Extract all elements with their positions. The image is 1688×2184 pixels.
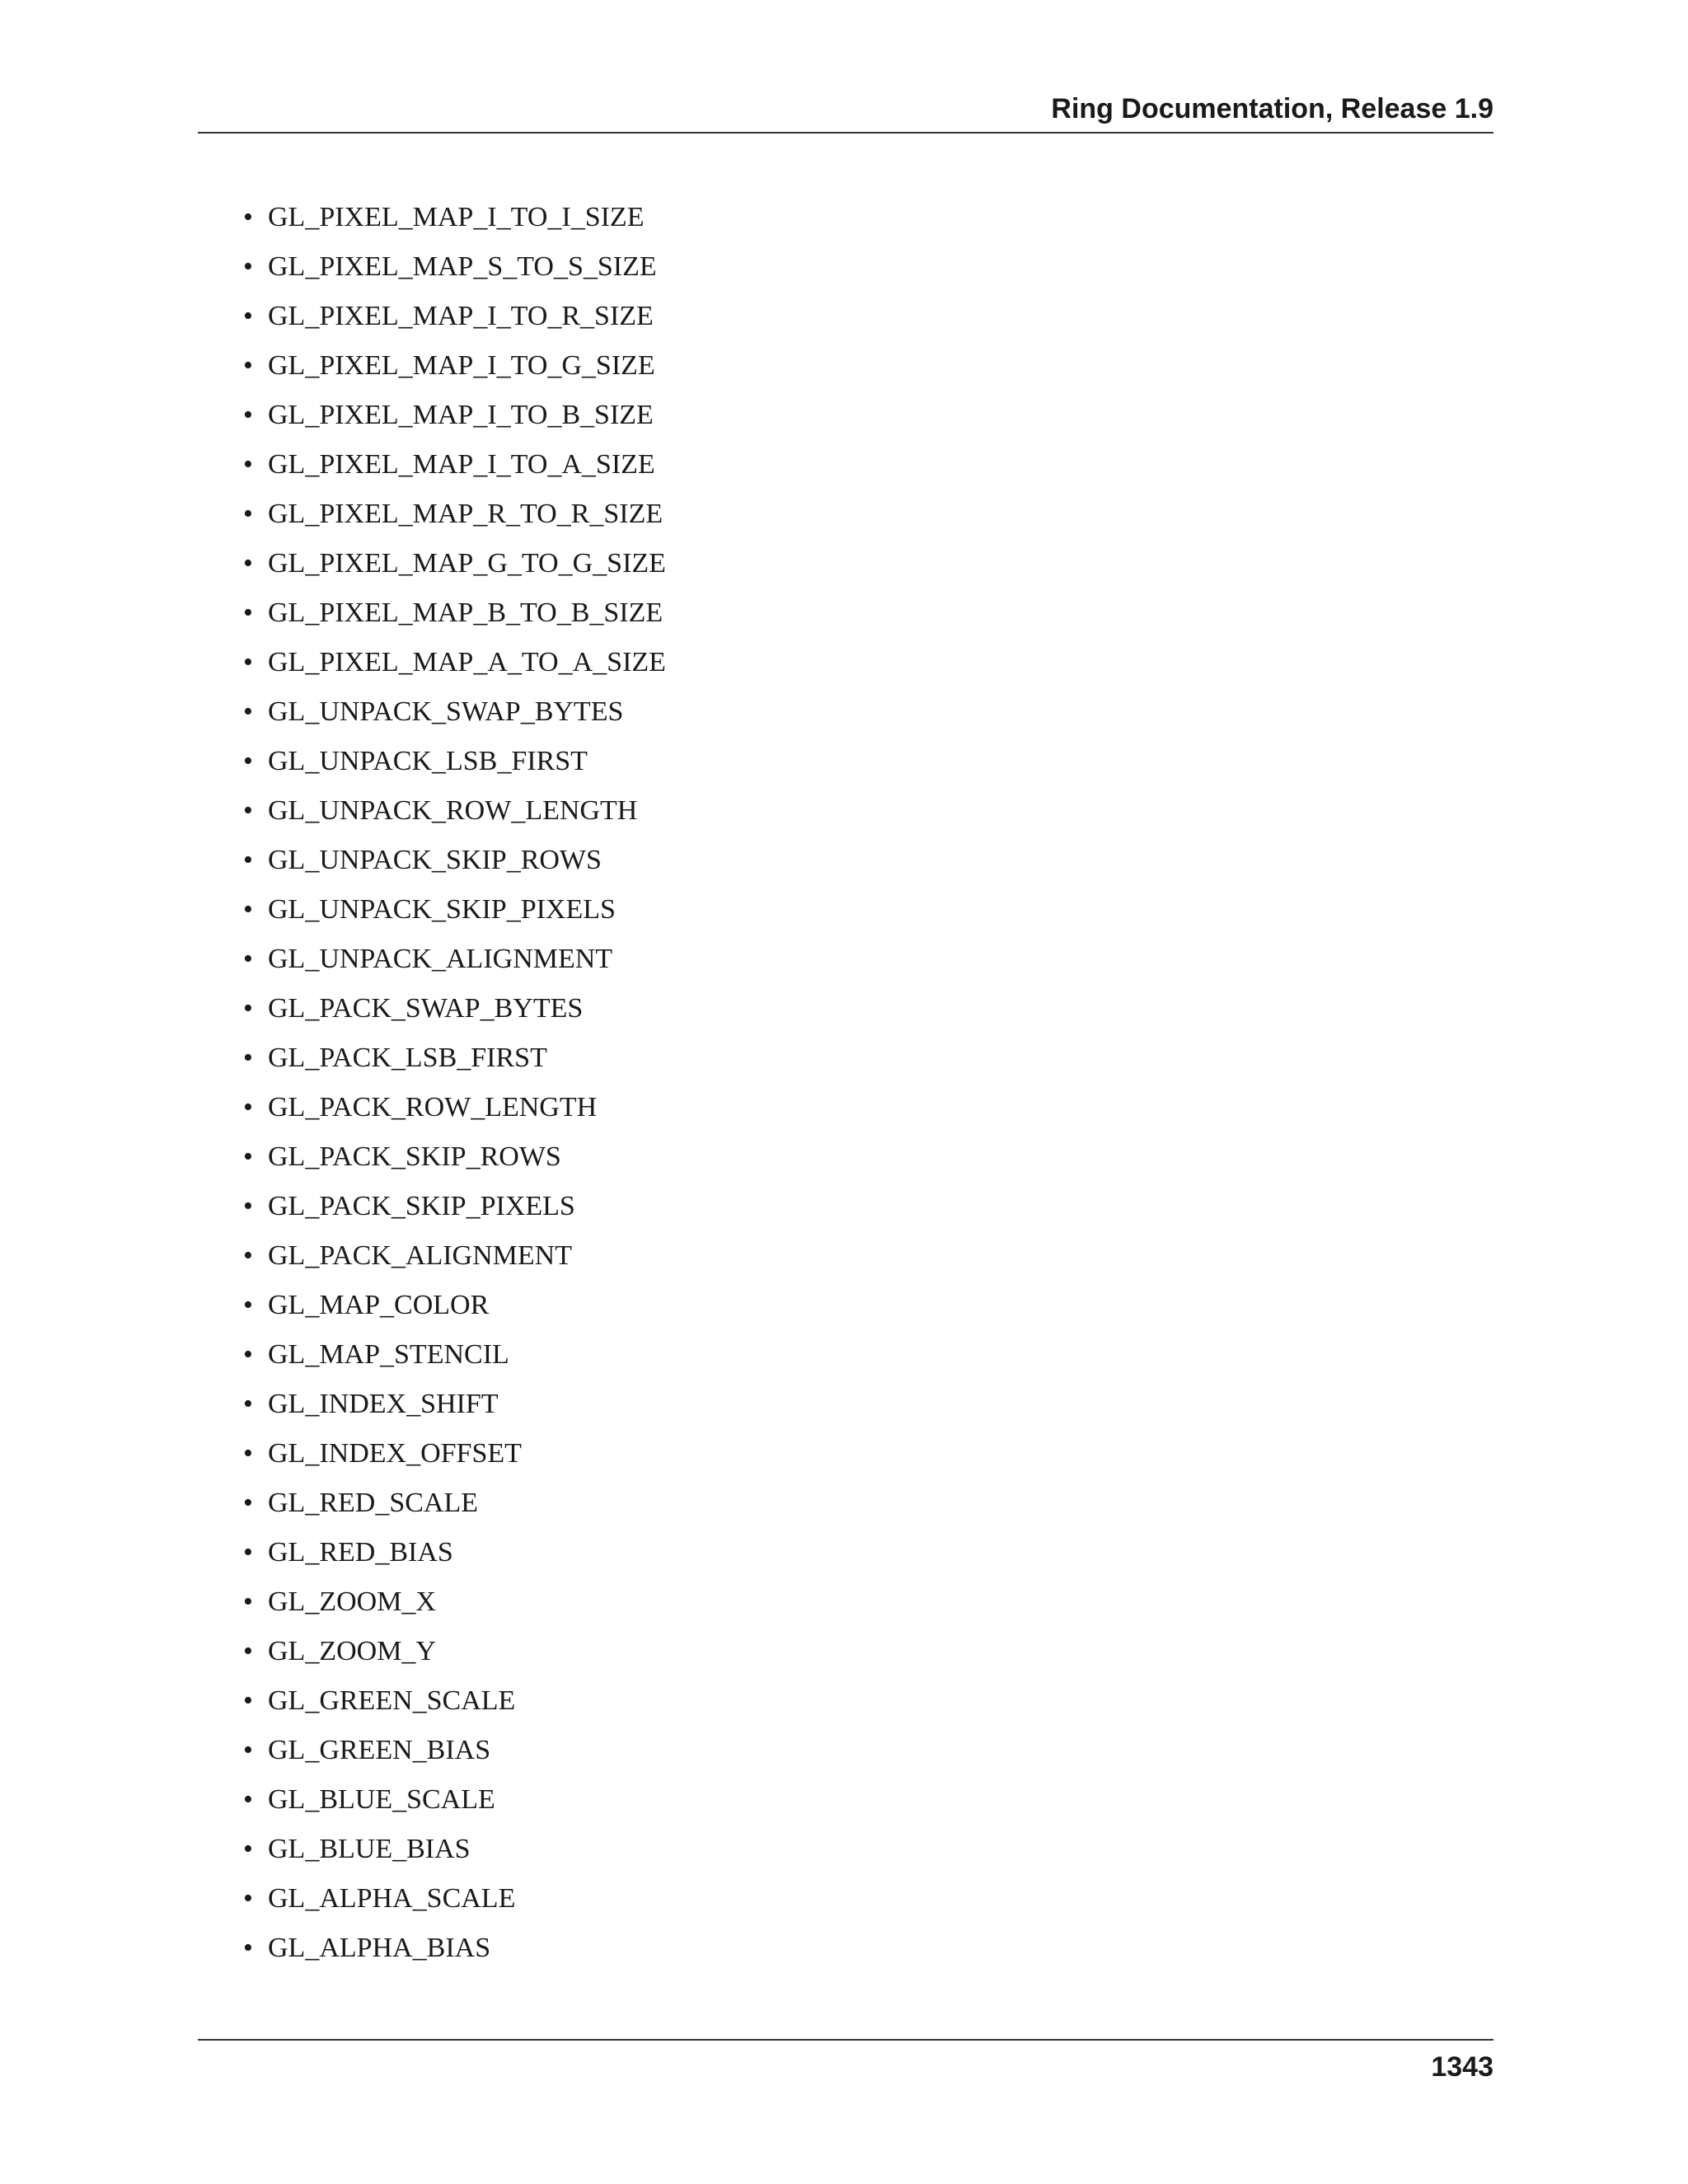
list-item-text: GL_UNPACK_SKIP_PIXELS — [268, 894, 616, 925]
bullet-icon: • — [243, 1784, 253, 1815]
bullet-icon: • — [243, 696, 253, 727]
constant-list — [243, 198, 666, 1978]
list-item — [243, 1137, 666, 1187]
list-item — [243, 742, 666, 791]
bullet-icon: • — [243, 1092, 253, 1122]
list-item-text: GL_PIXEL_MAP_I_TO_R_SIZE — [268, 301, 654, 331]
list-item — [243, 1088, 666, 1137]
bullet-icon: • — [243, 499, 253, 529]
bullet-icon: • — [243, 1191, 253, 1221]
list-item-text: GL_GREEN_SCALE — [268, 1685, 516, 1716]
page-footer — [198, 2039, 1493, 2083]
list-item — [243, 1385, 666, 1434]
list-item — [243, 396, 666, 445]
list-item-text: GL_PIXEL_MAP_G_TO_G_SIZE — [268, 548, 666, 579]
list-item-text: GL_INDEX_OFFSET — [268, 1438, 522, 1469]
list-item-text: GL_PACK_SKIP_ROWS — [268, 1141, 561, 1172]
list-item — [243, 1681, 666, 1731]
list-item — [243, 1929, 666, 1978]
list-item — [243, 890, 666, 940]
list-item-text: GL_UNPACK_SWAP_BYTES — [268, 696, 624, 727]
bullet-icon: • — [243, 1834, 253, 1864]
list-item — [243, 940, 666, 989]
list-item — [243, 1780, 666, 1830]
list-item — [243, 1286, 666, 1335]
list-item-text: GL_UNPACK_ALIGNMENT — [268, 944, 613, 974]
bullet-icon: • — [243, 1290, 253, 1320]
list-item-text: GL_PIXEL_MAP_S_TO_S_SIZE — [268, 251, 657, 282]
list-item — [243, 841, 666, 890]
bullet-icon: • — [243, 894, 253, 925]
list-item-text: GL_PIXEL_MAP_A_TO_A_SIZE — [268, 647, 666, 677]
bullet-icon: • — [243, 1438, 253, 1469]
bullet-icon: • — [243, 944, 253, 974]
list-item-text: GL_PACK_ROW_LENGTH — [268, 1092, 598, 1122]
bullet-icon: • — [243, 647, 253, 677]
list-item — [243, 1483, 666, 1533]
list-item — [243, 1335, 666, 1385]
bullet-icon: • — [243, 449, 253, 480]
list-item-text: GL_UNPACK_LSB_FIRST — [268, 746, 588, 776]
bullet-icon: • — [243, 1586, 253, 1617]
list-item-text: GL_PIXEL_MAP_R_TO_R_SIZE — [268, 499, 663, 529]
list-item — [243, 1038, 666, 1088]
page-number: 1343 — [1431, 2051, 1493, 2083]
bullet-icon: • — [243, 400, 253, 430]
bullet-icon: • — [243, 1537, 253, 1568]
bullet-icon: • — [243, 1043, 253, 1073]
list-item-text: GL_GREEN_BIAS — [268, 1735, 491, 1765]
bullet-icon: • — [243, 993, 253, 1024]
bullet-icon: • — [243, 746, 253, 776]
bullet-icon: • — [243, 1933, 253, 1963]
list-item — [243, 1434, 666, 1483]
list-item-text: GL_RED_BIAS — [268, 1537, 453, 1568]
bullet-icon: • — [243, 1141, 253, 1172]
bullet-icon: • — [243, 1636, 253, 1666]
list-item — [243, 692, 666, 742]
bullet-icon: • — [243, 350, 253, 381]
list-item — [243, 1236, 666, 1286]
page-header — [198, 91, 1493, 134]
list-item — [243, 1582, 666, 1632]
list-item-text: GL_BLUE_BIAS — [268, 1834, 471, 1864]
list-item — [243, 1533, 666, 1582]
list-item-text: GL_ALPHA_BIAS — [268, 1933, 491, 1963]
list-item-text: GL_UNPACK_ROW_LENGTH — [268, 795, 638, 826]
bullet-icon: • — [243, 845, 253, 875]
document-title: Ring Documentation, Release 1.9 — [1051, 93, 1493, 124]
bullet-icon: • — [243, 598, 253, 628]
list-item — [243, 494, 666, 544]
bullet-icon: • — [243, 1389, 253, 1419]
bullet-icon: • — [243, 1339, 253, 1370]
list-item-text: GL_ZOOM_Y — [268, 1636, 436, 1666]
list-item-text: GL_ZOOM_X — [268, 1586, 436, 1617]
bullet-icon: • — [243, 1883, 253, 1914]
list-item — [243, 346, 666, 396]
list-item-text: GL_RED_SCALE — [268, 1488, 478, 1518]
list-item-text: GL_MAP_COLOR — [268, 1290, 490, 1320]
list-item — [243, 1187, 666, 1236]
list-item-text: GL_INDEX_SHIFT — [268, 1389, 499, 1419]
list-item-text: GL_PACK_ALIGNMENT — [268, 1240, 572, 1271]
list-item — [243, 1632, 666, 1681]
list-item — [243, 297, 666, 346]
bullet-icon: • — [243, 1488, 253, 1518]
list-item — [243, 1731, 666, 1780]
bullet-icon: • — [243, 301, 253, 331]
list-item-text: GL_PIXEL_MAP_B_TO_B_SIZE — [268, 598, 663, 628]
list-item-text: GL_PIXEL_MAP_I_TO_B_SIZE — [268, 400, 654, 430]
list-item-text: GL_PACK_SWAP_BYTES — [268, 993, 584, 1024]
bullet-icon: • — [243, 1685, 253, 1716]
list-item-text: GL_BLUE_SCALE — [268, 1784, 495, 1815]
list-item-text: GL_PIXEL_MAP_I_TO_G_SIZE — [268, 350, 655, 381]
list-item — [243, 643, 666, 692]
list-item — [243, 1879, 666, 1929]
bullet-icon: • — [243, 251, 253, 282]
list-item-text: GL_PIXEL_MAP_I_TO_A_SIZE — [268, 449, 655, 480]
list-item — [243, 198, 666, 247]
list-item — [243, 791, 666, 841]
bullet-icon: • — [243, 1240, 253, 1271]
list-item-text: GL_PACK_LSB_FIRST — [268, 1043, 547, 1073]
list-item — [243, 247, 666, 297]
bullet-icon: • — [243, 795, 253, 826]
bullet-icon: • — [243, 1735, 253, 1765]
list-item-text: GL_MAP_STENCIL — [268, 1339, 509, 1370]
bullet-icon: • — [243, 548, 253, 579]
list-item-text: GL_PACK_SKIP_PIXELS — [268, 1191, 575, 1221]
list-item — [243, 445, 666, 494]
list-item — [243, 989, 666, 1038]
list-item — [243, 544, 666, 593]
list-item — [243, 593, 666, 643]
list-item-text: GL_ALPHA_SCALE — [268, 1883, 516, 1914]
list-item-text: GL_PIXEL_MAP_I_TO_I_SIZE — [268, 202, 645, 232]
bullet-icon: • — [243, 202, 253, 232]
list-item — [243, 1830, 666, 1879]
list-item-text: GL_UNPACK_SKIP_ROWS — [268, 845, 602, 875]
